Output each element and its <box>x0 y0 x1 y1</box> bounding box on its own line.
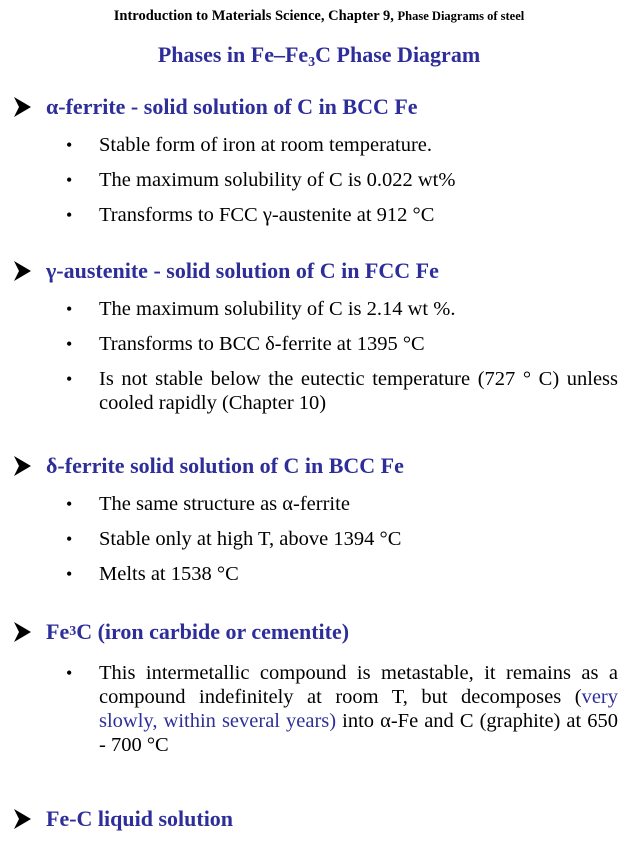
section-gamma-austenite <box>12 256 618 415</box>
section-heading: γ-austenite - solid solution of C in FCC Fe <box>12 256 618 286</box>
list-item: • The same structure as α-ferrite <box>66 493 350 515</box>
bullet-dot-icon: • <box>66 663 73 683</box>
bullet-dot-icon: • <box>66 529 73 549</box>
bullet-dot-icon: • <box>66 170 73 190</box>
page-title: Phases in $Fe-Fe_3C$ Phase Diagram <box>157 42 481 70</box>
arrowhead-icon <box>12 621 32 643</box>
bullet-dot-icon: • <box>66 334 73 354</box>
bullet-dot-icon: • <box>66 564 73 584</box>
bullet-dot-icon: • <box>66 299 73 319</box>
list-item: • Melts at 1538 °C <box>66 563 239 585</box>
section-heading: α-ferrite - solid solution of C in BCC Fe <box>12 92 618 122</box>
list-item: • Transforms to FCC γ-austenite at 912 °C <box>66 204 435 226</box>
list-item: • Stable form of iron at room temperature. <box>66 134 433 156</box>
arrowhead-icon <box>12 96 32 118</box>
list-item: • Is not stable below the eutectic temperature (727 ° C) unless cooled rapidly (Chapter 10) <box>66 368 618 414</box>
section-heading: δ-ferrite solid solution of C in BCC Fe <box>12 451 618 481</box>
header-sub: Phase Diagrams of steel <box>397 9 525 23</box>
bullet-dot-icon: • <box>66 369 73 389</box>
section-cementite <box>12 617 618 757</box>
bullet-dot-icon: • <box>66 135 73 155</box>
header-main: Introduction to Materials Science, Chapter 9, <box>113 8 394 24</box>
list-item: • Transforms to BCC δ-ferrite at 1395 °C <box>66 333 425 355</box>
bullet-dot-icon: • <box>66 205 73 225</box>
list-item: • Stable only at high T, above 1394 °C <box>66 528 402 550</box>
list-item: • This intermetallic compound is metastable, it remains as a compound indefinitely at room T, but decomposes (very slowly, within several years) into α-Fe and C (graphite) at 650 - 700 °C <box>66 662 619 756</box>
arrowhead-icon <box>12 260 32 282</box>
section-heading: Fe 3 C (iron carbide or cementite) <box>12 617 618 647</box>
arrowhead-icon <box>12 455 32 477</box>
section-alpha-ferrite <box>12 92 618 227</box>
section-delta-ferrite <box>12 451 618 586</box>
page-header <box>0 8 638 25</box>
arrowhead-icon <box>12 808 32 830</box>
section-liquid-solution <box>12 804 618 834</box>
bullet-dot-icon: • <box>66 494 73 514</box>
list-item: • The maximum solubility of C is 0.022 wt% <box>66 169 456 191</box>
section-heading: Fe-C liquid solution <box>12 804 618 834</box>
list-item: • The maximum solubility of C is 2.14 wt %. <box>66 298 456 320</box>
